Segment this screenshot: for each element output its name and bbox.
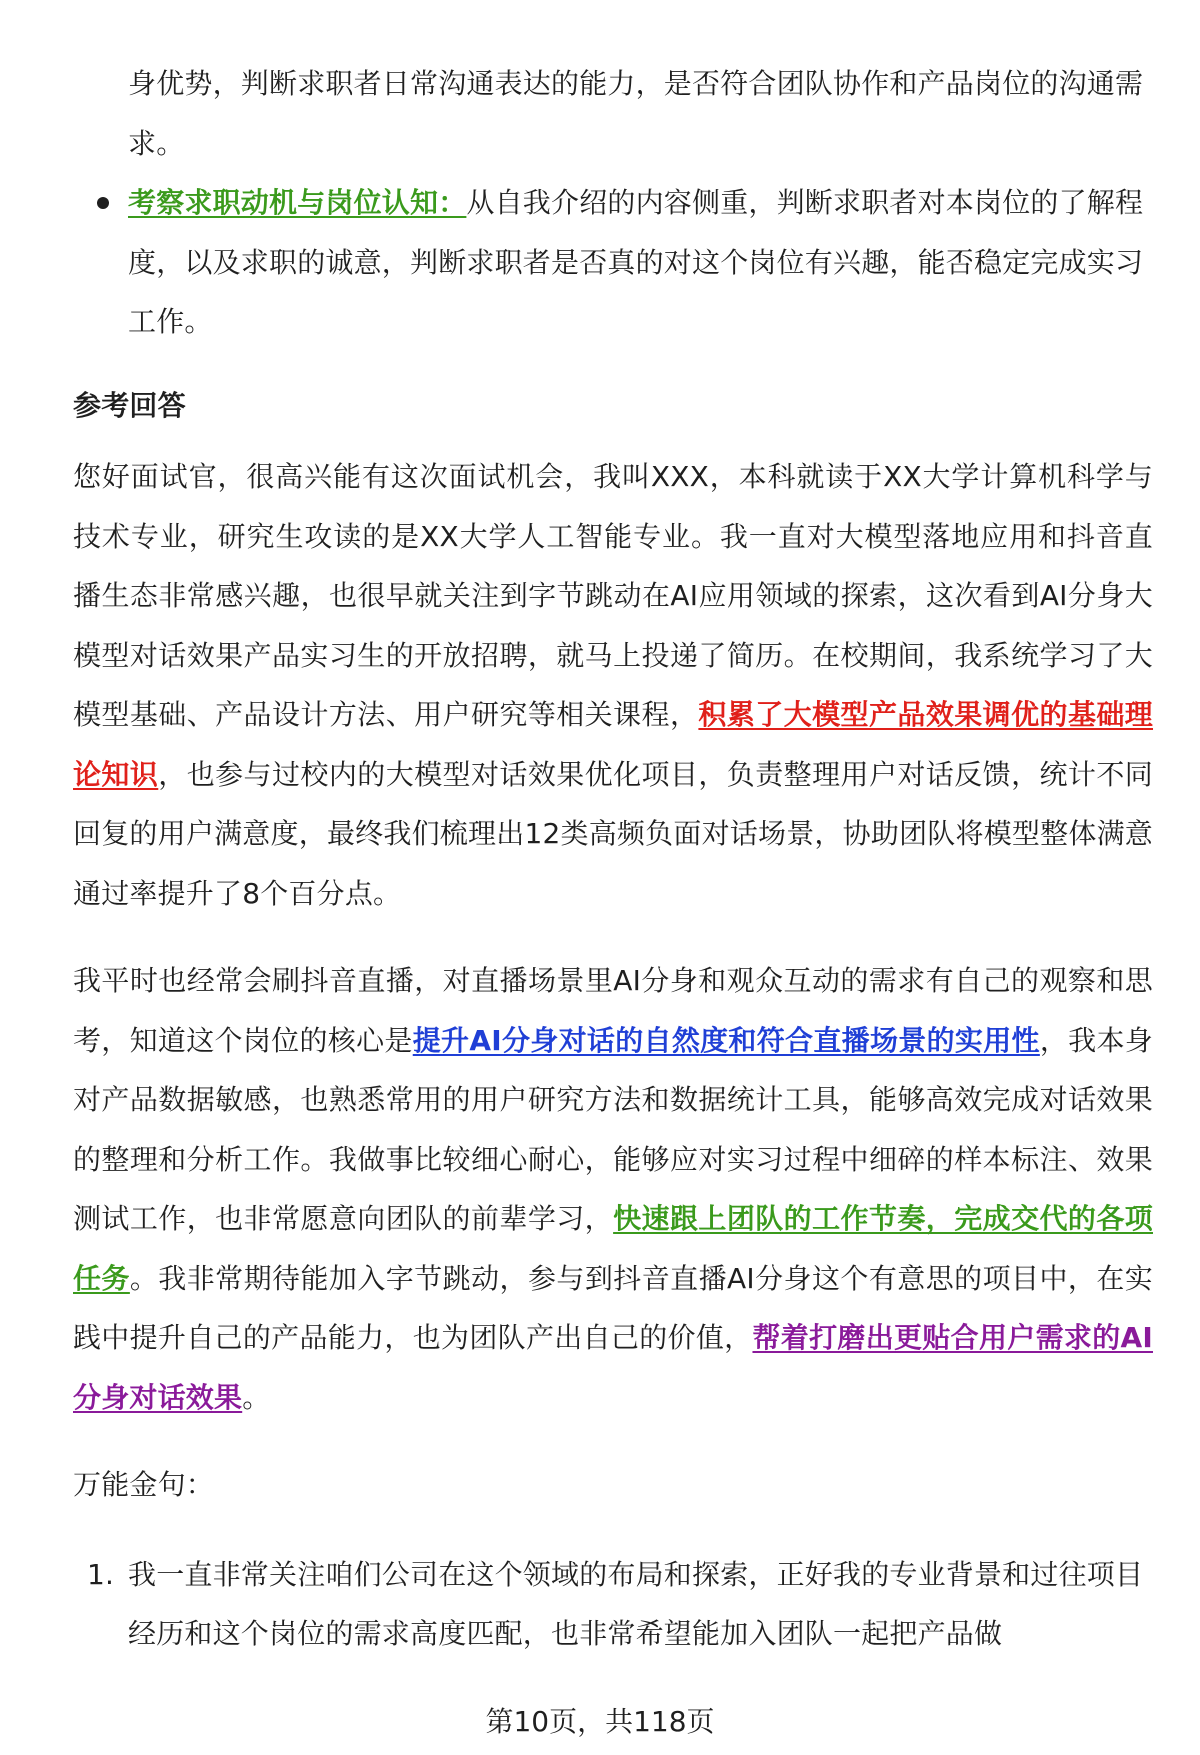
para1-highlight-1: 积累了大模型产品效果调优的基础理论知识 [73,698,1154,791]
bullet-text: 从自我介绍的内容侧重，判断求职者对本岗位的了解程度，以及求职的诚意，判断求职者是否真的对这个岗位有兴趣，能否稳定完成实习工作。 [128,186,1144,338]
golden-item-1 [73,1545,1153,1664]
para2-text-3: 。我非常期待能加入字节跳动，参与到抖音直播AI分身这个有意思的项目中，在实践中提升自己的产品能力，也为团队产出自己的价值， [73,1261,1153,1354]
section-title: 参考回答 [73,388,186,422]
bullet-dot-icon [97,197,109,209]
bullet-continuation [73,54,1153,173]
golden-sentences-label: 万能金句： [73,1468,215,1501]
document-body [73,54,1153,1664]
para1-text-1: 您好面试官，很高兴能有这次面试机会，我叫XXX，本科就读于XX大学计算机科学与技术专业，研究生攻读的是XX大学人工智能专业。我一直对大模型落地应用和抖音直播生态非常感兴趣，也很早就关注到字节跳动在AI应用领域的探索，这次看到AI分身大模型对话效果产品实习生的开放招聘，就马上投递了简历。在校期间，我系统学习了大模型基础、产品设计方法、用户研究等相关课程， [73,460,1153,731]
page-footer: 第10页，共118页 [485,1705,715,1738]
bullet-item-motivation [73,173,1153,352]
golden-item-marker: 1. [87,1557,115,1591]
answer-paragraph-2 [73,951,1153,1427]
para2-highlight-1: 提升AI分身对话的自然度和符合直播场景的实用性 [412,1023,1040,1057]
golden-item-text: 我一直非常关注咱们公司在这个领域的布局和探索，正好我的专业背景和过往项目经历和这个岗位的需求高度匹配，也非常希望能加入团队一起把产品做 [128,1557,1144,1650]
bullet-label: 考察求职动机与岗位认知： [128,186,467,219]
para2-text-2: ，我本身对产品数据敏感，也熟悉常用的用户研究方法和数据统计工具，能够高效完成对话效果的整理和分析工作。我做事比较细心耐心，能够应对实习过程中细碎的样本标注、效果测试工作，也非常愿意向团队的前辈学习， [73,1023,1153,1235]
para2-text-4: 。 [242,1380,271,1414]
para2-highlight-2: 快速跟上团队的工作节奏，完成交代的各项任务 [73,1202,1153,1295]
para2-highlight-3: 帮着打磨出更贴合用户需求的AI分身对话效果 [73,1321,1153,1414]
answer-paragraph-1 [73,447,1153,923]
para1-text-2: ，也参与过校内的大模型对话效果优化项目，负责整理用户对话反馈，统计不同回复的用户满意度，最终我们梳理出12类高频负面对话场景，协助团队将模型整体满意通过率提升了8个百分点。 [73,757,1153,910]
para2-text-1: 我平时也经常会刷抖音直播，对直播场景里AI分身和观众互动的需求有自己的观察和思考，知道这个岗位的核心是 [73,964,1153,1057]
bullet-continuation-text: 身优势，判断求职者日常沟通表达的能力，是否符合团队协作和产品岗位的沟通需求。 [128,67,1144,160]
